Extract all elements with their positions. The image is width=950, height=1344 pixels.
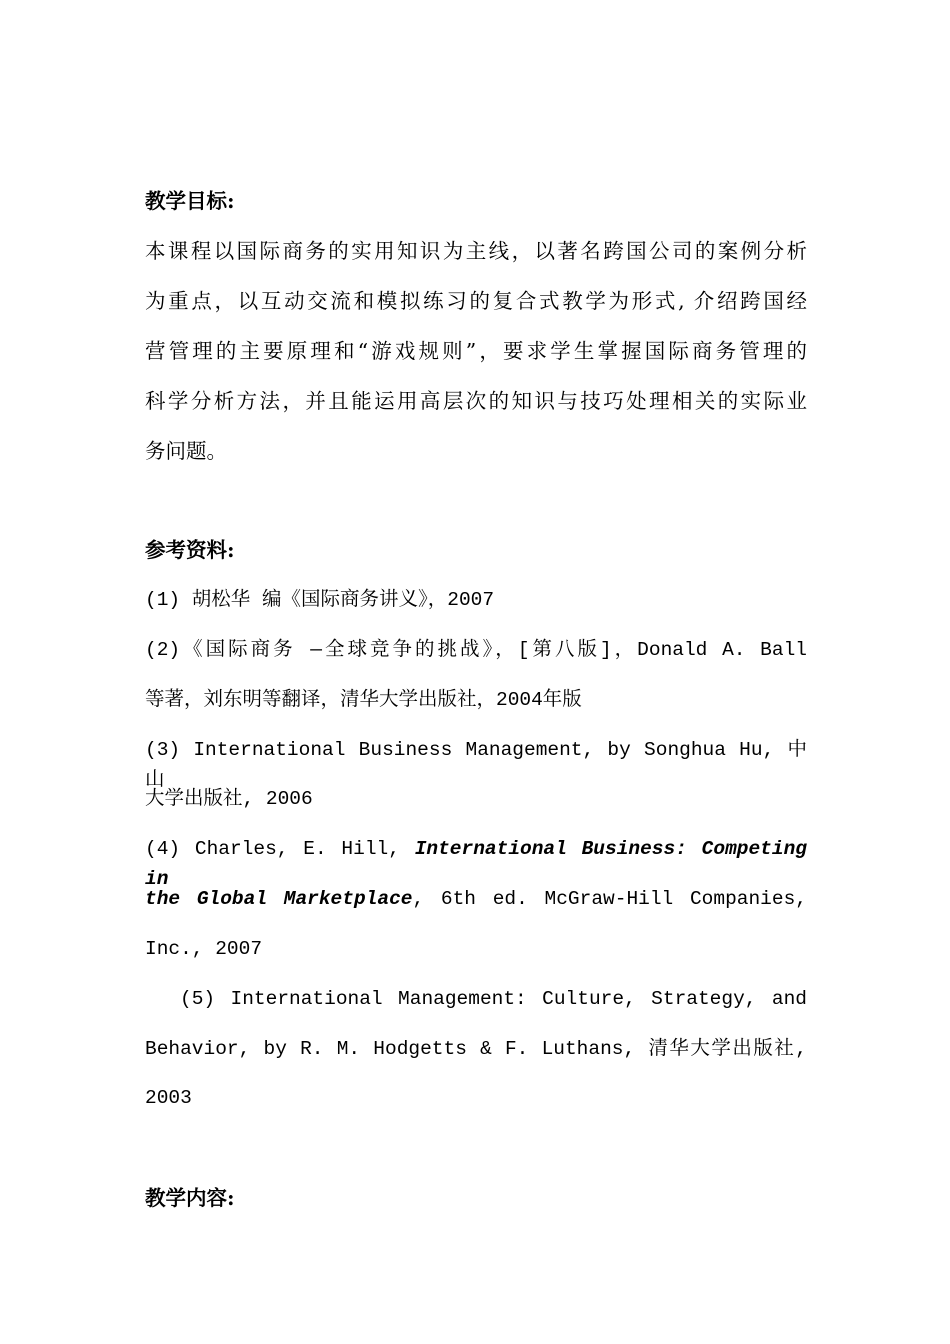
- reference-4-line-3: Inc., 2007: [145, 938, 263, 960]
- reference-5-line-2: Behavior, by R. M. Hodgetts & F. Luthans, 清华大学出版社,: [145, 1038, 807, 1060]
- reference-2-line-1: (2)《国际商务 —全球竞争的挑战》，[第八版]，Donald A. Ball: [145, 639, 807, 661]
- content-heading: 教学内容:: [145, 1186, 235, 1210]
- reference-4-title-part-2: the Global Marketplace: [145, 888, 413, 910]
- reference-4-rest: , 6th ed. McGraw-Hill Companies,: [412, 888, 807, 910]
- goals-heading: 教学目标:: [145, 189, 235, 213]
- goals-line-3: 营管理的主要原理和“游戏规则”，要求学生掌握国际商务管理的: [145, 339, 807, 363]
- reference-4-title-part-1: International Business: Competing in: [145, 838, 807, 890]
- reference-2-line-2: 等著，刘东明等翻译，清华大学出版社，2004年版: [145, 689, 582, 711]
- goals-line-2: 为重点，以互动交流和模拟练习的复合式教学为形式, 介绍跨国经: [145, 289, 807, 313]
- reference-4-prefix: (4) Charles, E. Hill,: [145, 838, 415, 860]
- goals-line-5: 务问题。: [145, 439, 227, 463]
- reference-3-line-1: (3) International Business Management, by Songhua Hu, 中山: [145, 739, 807, 791]
- reference-1: (1) 胡松华 编《国际商务讲义》，2007: [145, 589, 495, 611]
- goals-line-1: 本课程以国际商务的实用知识为主线，以著名跨国公司的案例分析: [145, 239, 807, 263]
- reference-3-line-2: 大学出版社, 2006: [145, 788, 313, 810]
- references-heading: 参考资料:: [145, 538, 235, 562]
- reference-4-line-2: [145, 884, 807, 914]
- goals-line-4: 科学分析方法，并且能运用高层次的知识与技巧处理相关的实际业: [145, 389, 807, 413]
- reference-5-line-1: (5) International Management: Culture, Strategy, and: [180, 988, 807, 1010]
- reference-5-line-3: 2003: [145, 1087, 192, 1109]
